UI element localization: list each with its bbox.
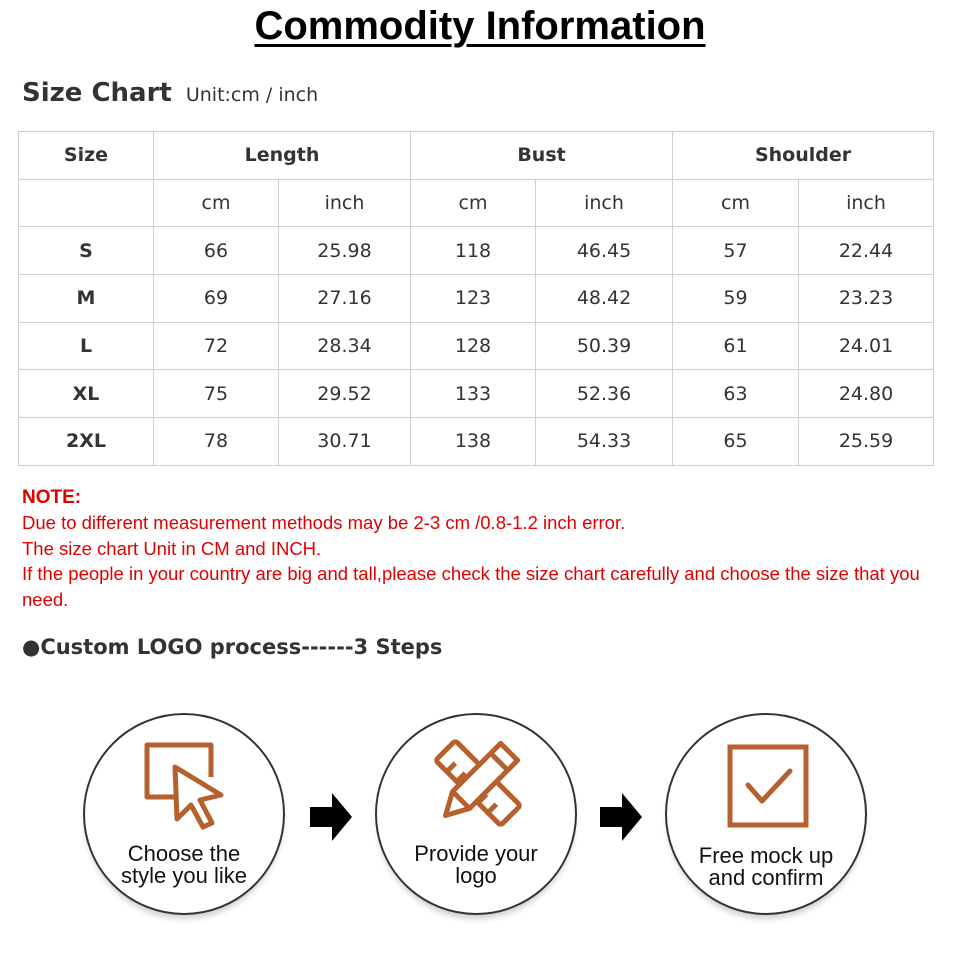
note-line: If the people in your country are big and tall,please check the size chart carefully and choose the size that you need. [22,563,920,610]
bust-inch-cell: 50.39 [536,322,673,370]
size-cell: S [19,227,154,275]
step-label-line1: Choose the [127,841,241,866]
bust-inch-cell: 46.45 [536,227,673,275]
table-header-row [19,132,934,180]
step-arrow-icon [600,793,642,846]
header-size: Size [19,132,154,180]
length-cm-cell: 75 [154,370,279,418]
size-chart-unit: Unit:cm / inch [185,84,319,106]
step-label-line2: and confirm [708,865,824,890]
length-inch-cell: 28.34 [279,322,411,370]
size-cell: XL [19,370,154,418]
table-row [19,418,934,466]
length-cm-cell: 78 [154,418,279,466]
length-inch-cell: 30.71 [279,418,411,466]
bust-cm-cell: 138 [411,418,536,466]
pencil-ruler-icon [430,735,526,831]
length-cm-cell: 72 [154,322,279,370]
step-label-line2: logo [455,863,497,888]
unit-inch: inch [536,179,673,227]
header-length: Length [154,132,411,180]
shoulder-inch-cell: 24.01 [799,322,934,370]
cursor-click-icon [141,739,231,834]
shoulder-cm-cell: 57 [673,227,799,275]
page-title: Commodity Information [254,4,706,48]
length-cm-cell: 66 [154,227,279,275]
length-inch-cell: 25.98 [279,227,411,275]
shoulder-inch-cell: 22.44 [799,227,934,275]
step-label-line1: Provide your [414,841,538,866]
note-line: Due to different measurement methods may be 2-3 cm /0.8-1.2 inch error. [22,512,626,534]
bust-inch-cell: 48.42 [536,275,673,323]
shoulder-cm-cell: 63 [673,370,799,418]
checkbox-icon [724,741,812,831]
unit-cm: cm [673,179,799,227]
bust-inch-cell: 52.36 [536,370,673,418]
length-inch-cell: 27.16 [279,275,411,323]
unit-inch: inch [799,179,934,227]
bust-cm-cell: 118 [411,227,536,275]
table-unit-row [19,179,934,227]
length-inch-cell: 29.52 [279,370,411,418]
step-label-line1: Free mock up [698,843,834,868]
shoulder-inch-cell: 23.23 [799,275,934,323]
step-arrow-icon [310,793,352,846]
step-circle-mock-up [665,713,867,915]
note-block [22,485,942,612]
table-row [19,322,934,370]
logo-process-steps [0,705,960,955]
table-row [19,275,934,323]
size-cell: L [19,322,154,370]
shoulder-inch-cell: 24.80 [799,370,934,418]
size-chart-heading: Size Chart [22,78,172,108]
header-bust: Bust [411,132,673,180]
size-cell: 2XL [19,418,154,466]
size-cell: M [19,275,154,323]
header-shoulder: Shoulder [673,132,934,180]
shoulder-cm-cell: 59 [673,275,799,323]
bust-cm-cell: 123 [411,275,536,323]
table-row [19,370,934,418]
note-line: The size chart Unit in CM and INCH. [22,537,322,559]
shoulder-inch-cell: 25.59 [799,418,934,466]
note-title: NOTE: [22,487,82,508]
bust-cm-cell: 128 [411,322,536,370]
bust-cm-cell: 133 [411,370,536,418]
step-circle-choose-style [83,713,285,915]
step-circle-provide-logo [375,713,577,915]
step-label-line2: style you like [121,863,247,888]
size-chart-header [22,78,318,108]
size-chart-table [18,131,934,466]
unit-cm: cm [154,179,279,227]
bust-inch-cell: 54.33 [536,418,673,466]
unit-inch: inch [279,179,411,227]
shoulder-cm-cell: 65 [673,418,799,466]
unit-blank-cell [19,179,154,227]
logo-process-heading: ●Custom LOGO process------3 Steps [22,635,443,659]
shoulder-cm-cell: 61 [673,322,799,370]
table-row [19,227,934,275]
unit-cm: cm [411,179,536,227]
length-cm-cell: 69 [154,275,279,323]
